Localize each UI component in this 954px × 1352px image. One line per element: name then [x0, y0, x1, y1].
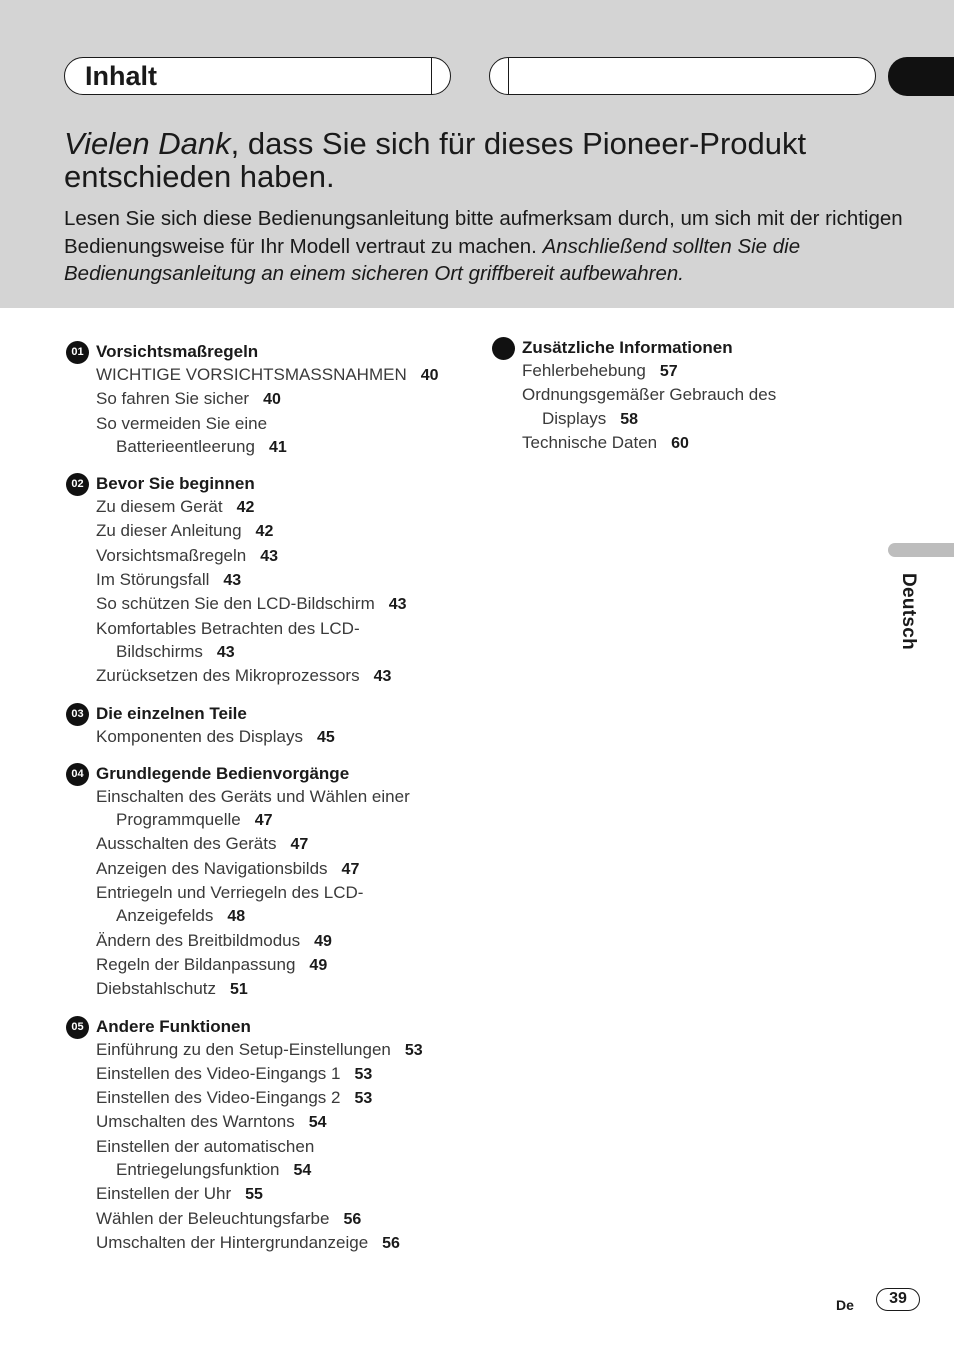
- page-ref: 43: [373, 668, 392, 686]
- entry-title: Ausschalten des Geräts: [96, 834, 277, 854]
- entry-title: Entriegeln und Verriegeln des LCD-: [96, 883, 364, 903]
- entry-title-cont: Programmquelle: [116, 810, 241, 830]
- section-heading: Andere Funktionen: [96, 1016, 251, 1036]
- intro-text: Lesen Sie sich diese Bedienungsanleitung bitte aufmerksam durch, um sich mit der richtigen Bedienungsweise für Ihr Modell vertraut zu machen.: [64, 207, 903, 258]
- entry-title: Zu dieser Anleitung: [96, 521, 242, 541]
- page-ref: 48: [227, 908, 246, 926]
- entry-title: Umschalten des Warntons: [96, 1112, 295, 1132]
- page-ref: 54: [308, 1114, 327, 1132]
- toc-entry[interactable]: [522, 383, 832, 431]
- toc-entry[interactable]: [96, 832, 466, 856]
- page-number: 39: [876, 1288, 920, 1311]
- toc-entry[interactable]: [96, 495, 466, 519]
- headline-italic: Vielen Dank: [64, 126, 231, 161]
- language-side-label: [897, 573, 927, 673]
- entry-title: Wählen der Beleuchtungsfarbe: [96, 1208, 330, 1228]
- toc-entry[interactable]: [96, 1135, 466, 1183]
- section-heading: Grundlegende Bedienvorgänge: [96, 763, 350, 783]
- page-ref: 49: [309, 956, 328, 974]
- entry-title-cont: Bildschirms: [116, 641, 203, 661]
- entry-title: Anzeigen des Navigationsbilds: [96, 858, 328, 878]
- page-ref: 47: [254, 812, 273, 830]
- page-ref: 43: [388, 596, 407, 614]
- page-ref: 55: [245, 1186, 263, 1204]
- toc-section-06: [492, 336, 832, 455]
- entry-title: Fehlerbehebung: [522, 361, 646, 380]
- entry-title: Einstellen der Uhr: [96, 1184, 232, 1204]
- language-label: Deutsch: [898, 573, 919, 651]
- entry-title: Vorsichtsmaßregeln: [96, 545, 247, 565]
- entry-title-cont: Batterieentleerung: [116, 436, 255, 456]
- toc-section-05: [66, 1015, 466, 1256]
- toc-entry[interactable]: [96, 785, 466, 833]
- intro-paragraph: [64, 205, 924, 288]
- entry-title: Einführung zu den Setup-Einstellungen: [96, 1039, 391, 1059]
- toc-entry[interactable]: [96, 387, 466, 411]
- section-number-badge: [492, 337, 515, 360]
- entry-title: Im Störungsfall: [96, 570, 210, 590]
- empty-tab-pill: [489, 57, 876, 95]
- toc-entry[interactable]: [96, 544, 466, 568]
- entry-title-cont: Entriegelungsfunktion: [116, 1160, 280, 1180]
- entry-title: Komfortables Betrachten des LCD-: [96, 618, 360, 638]
- page-ref: 47: [341, 860, 360, 878]
- section-number-badge: 04: [66, 763, 89, 786]
- toc-entry[interactable]: [522, 359, 832, 383]
- entry-title: So vermeiden Sie eine: [96, 413, 268, 433]
- page-ref: 40: [420, 367, 439, 384]
- page-headline: [64, 127, 924, 193]
- section-number-badge: 01: [66, 341, 89, 364]
- entry-title: So fahren Sie sicher: [96, 389, 250, 409]
- toc-entry[interactable]: [96, 363, 466, 387]
- toc-entry[interactable]: [96, 857, 466, 881]
- page-ref: 41: [268, 438, 287, 456]
- toc-entry[interactable]: [96, 519, 466, 543]
- entry-title: Zu diesem Gerät: [96, 497, 223, 517]
- page-ref: 60: [671, 434, 689, 452]
- entry-title: Diebstahlschutz: [96, 979, 217, 999]
- page-ref: 42: [236, 499, 255, 517]
- toc-entry[interactable]: [96, 725, 466, 749]
- entry-title: So schützen Sie den LCD-Bildschirm: [96, 594, 375, 614]
- entry-title: WICHTIGE VORSICHTSMASSNAHMEN: [96, 365, 407, 384]
- entry-title: Komponenten des Displays: [96, 726, 303, 746]
- toc-section-03: [66, 702, 466, 749]
- section-tab-pill: [64, 57, 451, 95]
- toc-section-02: [66, 472, 466, 688]
- entry-title: Regeln der Bildanpassung: [96, 954, 296, 974]
- page-ref: 51: [230, 981, 248, 999]
- toc-entry[interactable]: [522, 431, 832, 455]
- toc-entry[interactable]: [96, 568, 466, 592]
- toc-entry[interactable]: [96, 1038, 466, 1062]
- toc-entry[interactable]: [96, 592, 466, 616]
- section-number-badge: 03: [66, 703, 89, 726]
- entry-title: Einstellen des Video-Eingangs 1: [96, 1063, 341, 1083]
- toc-column-left: [66, 340, 466, 1268]
- toc-entry[interactable]: [96, 1110, 466, 1134]
- toc-entry[interactable]: [96, 1231, 466, 1255]
- page-ref: 43: [260, 547, 279, 565]
- toc-entry[interactable]: [96, 977, 466, 1001]
- page-ref: 43: [223, 572, 242, 590]
- toc-entry[interactable]: [96, 412, 466, 460]
- page-ref: 47: [290, 836, 309, 854]
- page-ref: 42: [255, 523, 274, 541]
- toc-entry[interactable]: [96, 1086, 466, 1110]
- page-ref: 53: [354, 1090, 373, 1108]
- entry-title: Technische Daten: [522, 432, 658, 452]
- intro-italic: Anschließend sollten Sie die Bedienungsanleitung an einem sicheren Ort griffbereit aufbewahren.: [64, 234, 801, 285]
- chapter-tab-marker: [888, 57, 954, 96]
- page-ref: 45: [316, 728, 335, 746]
- entry-title-cont: Anzeigefelds: [116, 906, 214, 926]
- toc-entry[interactable]: [96, 1207, 466, 1231]
- pill-divider: [431, 58, 432, 94]
- section-heading: Vorsichtsmaßregeln: [96, 342, 259, 361]
- language-tab-marker: [888, 543, 954, 557]
- page-ref: 57: [659, 363, 678, 380]
- toc-entry[interactable]: [96, 1182, 466, 1206]
- page-ref: 53: [354, 1065, 373, 1083]
- entry-title: Umschalten der Hintergrundanzeige: [96, 1232, 369, 1252]
- page-ref: 56: [343, 1210, 362, 1228]
- header-band: [0, 0, 954, 308]
- toc-section-04: [66, 762, 466, 1002]
- pill-divider: [508, 58, 509, 94]
- toc-entry[interactable]: [96, 617, 466, 665]
- section-heading: Die einzelnen Teile: [96, 703, 247, 723]
- entry-title-cont: Displays: [542, 408, 607, 428]
- page-ref: 56: [382, 1234, 400, 1252]
- toc-column-right: [492, 336, 832, 468]
- entry-title: Ändern des Breitbildmodus: [96, 930, 301, 950]
- toc-entry[interactable]: [96, 929, 466, 953]
- toc-section-01: [66, 340, 466, 459]
- toc-entry[interactable]: [96, 881, 466, 929]
- entry-title: Einschalten des Geräts und Wählen einer: [96, 786, 410, 806]
- section-number-badge: 05: [66, 1016, 89, 1039]
- section-heading: Bevor Sie beginnen: [96, 474, 255, 494]
- page-ref: 54: [293, 1162, 312, 1180]
- toc-entry[interactable]: [96, 953, 466, 977]
- page-ref: 53: [404, 1041, 423, 1059]
- headline-text: , dass Sie sich für dieses Pioneer-Produkt entschieden haben.: [64, 126, 807, 194]
- section-title: Inhalt: [85, 61, 157, 91]
- page-ref: 58: [620, 410, 639, 428]
- page-ref: 40: [263, 391, 281, 409]
- section-number-badge: 02: [66, 473, 89, 496]
- entry-title: Einstellen der automatischen: [96, 1136, 315, 1156]
- toc-entry[interactable]: [96, 664, 466, 688]
- entry-title: Zurücksetzen des Mikroprozessors: [96, 666, 360, 686]
- section-heading: Zusätzliche Informationen: [522, 338, 733, 357]
- entry-title: Ordnungsgemäßer Gebrauch des: [522, 385, 777, 405]
- page-ref: 49: [314, 932, 332, 950]
- footer-language-code: De: [836, 1297, 854, 1313]
- toc-entry[interactable]: [96, 1062, 466, 1086]
- entry-title: Einstellen des Video-Eingangs 2: [96, 1088, 341, 1108]
- page-ref: 43: [216, 643, 235, 661]
